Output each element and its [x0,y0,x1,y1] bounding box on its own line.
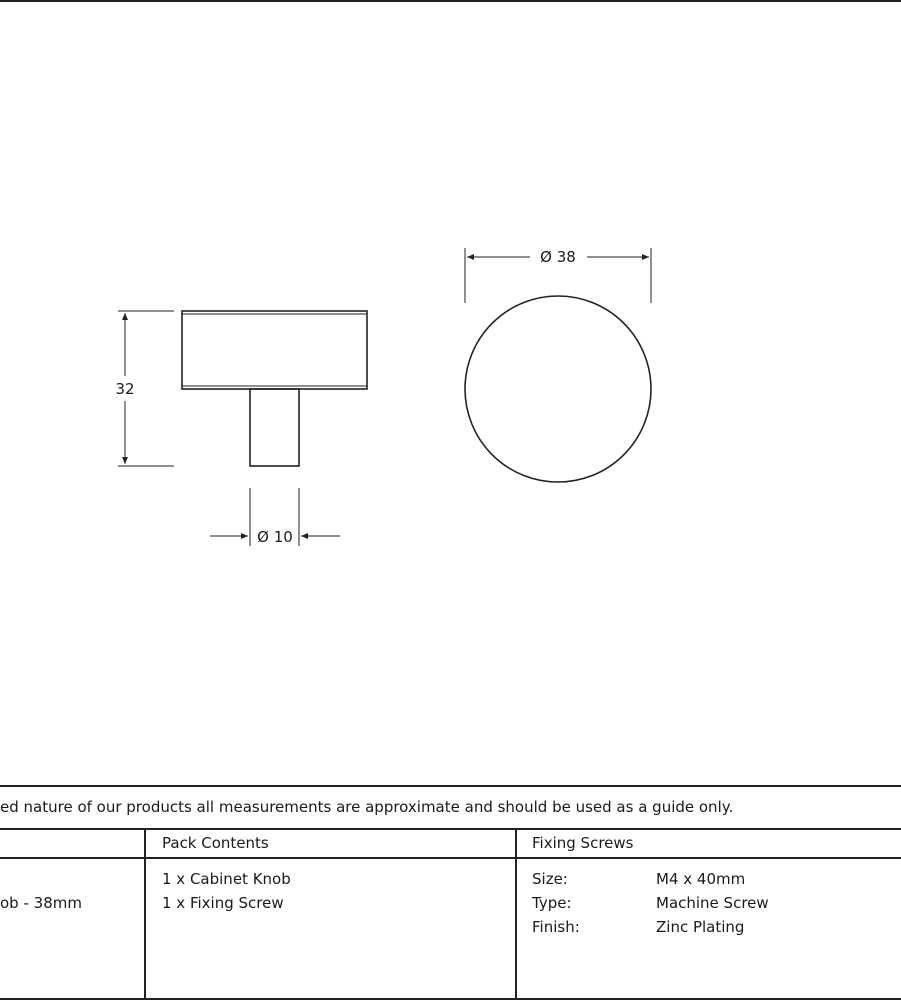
pack-contents-item: 1 x Fixing Screw [162,894,284,912]
height-dimension-label: 32 [115,380,135,398]
disclaimer-text: ed nature of our products all measurements are approximate and should be used as a guide only. [0,798,734,816]
knob-stem-outline [250,389,299,466]
column-divider-1 [144,828,146,999]
side-view [182,311,367,466]
knob-front-view-circle [465,296,651,482]
pack-contents-item: 1 x Cabinet Knob [162,870,291,888]
footer-top-rule [0,785,901,787]
footer-disclaimer-rule [0,828,901,830]
fixing-screws-header: Fixing Screws [532,834,634,852]
screw-finish-label: Finish: [532,918,580,936]
footer-header-rule [0,857,901,859]
screw-type-label: Type: [532,894,572,912]
front-diameter-label: Ø 38 [540,248,576,266]
column-divider-2 [515,828,517,999]
screw-size-label: Size: [532,870,568,888]
product-name-partial: ob - 38mm [0,894,82,912]
screw-finish-value: Zinc Plating [656,918,745,936]
knob-head-outline [182,311,367,389]
stem-diameter-label: Ø 10 [257,528,293,546]
footer-bottom-rule [0,998,901,1000]
screw-type-value: Machine Screw [656,894,769,912]
pack-contents-header: Pack Contents [162,834,269,852]
screw-size-value: M4 x 40mm [656,870,746,888]
